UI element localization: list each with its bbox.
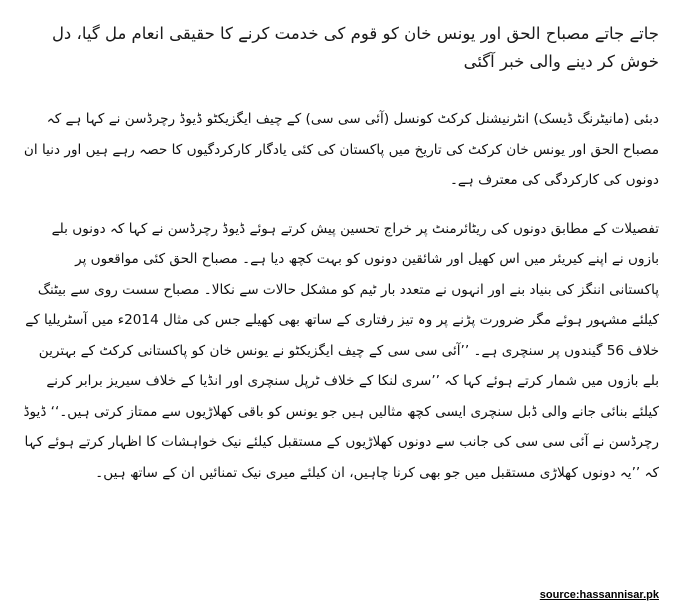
article-paragraph: دبئی (مانیٹرنگ ڈیسک) انٹرنیشنل کرکٹ کونسل (آئی سی سی) کے چیف ایگزیکٹو ڈیوڈ رچرڈسن نے کہا ہے کہ مصباح الحق اور یونس خان کرکٹ کی تاریخ میں پاکستان کی کئی یادگار کارکردگیوں کا حصہ رہے ہیں اور دنیا ان دونوں کی کارکردگی کی معترف ہے۔ — [23, 111, 659, 188]
source-link[interactable]: source:hassannisar.pk — [539, 589, 659, 601]
article-body — [22, 104, 659, 506]
article-paragraph: تفصیلات کے مطابق دونوں کی ریٹائرمنٹ پر خراج تحسین پیش کرتے ہوئے ڈیوڈ رچرڈسن نے کہا کہ دونوں بلے بازوں نے اپنے کیریئر میں اس کھیل اور شائقین دونوں کو بہت کچھ دیا ہے۔ مصباح الحق کئی مواقعوں پر پاکستانی اننگز کی بنیاد بنے اور انہوں نے متعدد بار ٹیم کو مشکل حالات سے نکالا۔ مصباح سست روی سے بیٹنگ کیلئے مشہور ہوئے مگر ضرورت پڑنے پر وہ تیز رفتاری کے ساتھ بھی کھیلے جس کی مثال 2014ء میں آسٹریلیا کے خلاف 56 گیندوں پر سنچری ہے۔ ’’آئی سی سی کے چیف ایگزیکٹو نے یونس خان کو پاکستانی کرکٹ کے بہترین بلے بازوں میں شمار کرتے ہوئے کہا کہ ’’سری لنکا کے خلاف ٹرپل سنچری اور انڈیا کے خلاف سیریز برابر کرنے کیلئے بنائی جانے والی ڈبل سنچری ایسی کچھ مثالیں ہیں جو یونس کو باقی کھلاڑیوں سے ممتاز کرتی ہیں۔‘‘ ڈیوڈ رچرڈسن نے آئی سی سی کی جانب سے دونوں کھلاڑیوں کے مستقبل کیلئے نیک خواہشات کا اظہار کرتے ہوئے کہا کہ ’’یہ دونوں کھلاڑی مستقبل میں جو بھی کرنا چاہیں، ان کیلئے میری نیک تمنائیں ان کے ساتھ ہیں۔ — [23, 220, 659, 481]
article-title: جاتے جاتے مصباح الحق اور یونس خان کو قوم کی خدمت کرنے کا حقیقی انعام مل گیا، دل خوش کر دینے والی خبر آگئی — [51, 24, 659, 71]
